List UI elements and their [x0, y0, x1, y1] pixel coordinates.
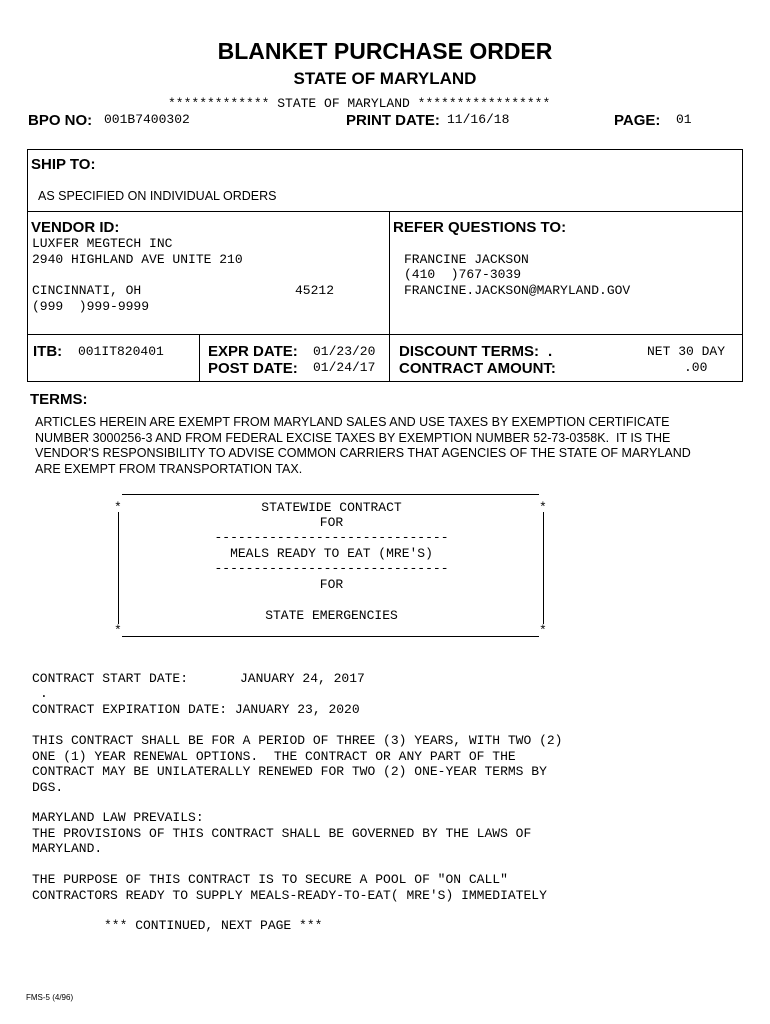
- vendor-city-state: CINCINNATI, OH: [32, 283, 142, 298]
- paragraph-line: CONTRACTORS READY TO SUPPLY MEALS-READY-TO-EAT( MRE'S) IMMEDIATELY: [32, 887, 547, 903]
- vendor-id-label: VENDOR ID:: [31, 219, 120, 236]
- notice-box-star: *: [114, 623, 122, 638]
- form-id: FMS-5 (4/96): [26, 993, 74, 1002]
- vendor-refer-divider: [389, 211, 390, 382]
- contact-email: FRANCINE.JACKSON@MARYLAND.GOV: [404, 283, 631, 298]
- purpose-paragraph: [32, 872, 547, 903]
- ship-to-label: SHIP TO:: [31, 156, 96, 173]
- document-title: BLANKET PURCHASE ORDER: [217, 38, 553, 64]
- notice-box-star: *: [114, 500, 122, 515]
- page-number: 01: [676, 112, 692, 127]
- page-label: PAGE:: [614, 112, 661, 129]
- notice-line-emergencies: STATE EMERGENCIES: [265, 608, 398, 623]
- law-paragraph: [32, 810, 531, 857]
- stray-dot: .: [40, 686, 48, 701]
- discount-terms-dot: .: [548, 343, 553, 360]
- notice-box-left: [118, 512, 119, 624]
- ship-to-divider: [27, 211, 743, 212]
- paragraph-line: THE PURPOSE OF THIS CONTRACT IS TO SECURE A POOL OF "ON CALL": [32, 872, 508, 887]
- notice-dashes: ------------------------------: [214, 561, 449, 576]
- itb-number: 001IT820401: [78, 344, 164, 359]
- terms-line: ARTICLES HEREIN ARE EXEMPT FROM MARYLAND SALES AND USE TAXES BY EXEMPTION CERTIFICATE: [35, 415, 670, 429]
- expr-date-label: EXPR DATE:: [208, 343, 298, 360]
- terms-text: [35, 415, 691, 477]
- paragraph-line: MARYLAND LAW PREVAILS:: [32, 810, 204, 825]
- contact-name: FRANCINE JACKSON: [404, 252, 529, 267]
- notice-box-bottom: [122, 636, 539, 637]
- post-date-value: 01/24/17: [313, 360, 376, 375]
- terms-line: NUMBER 3000256-3 AND FROM FEDERAL EXCISE TAXES BY EXEMPTION NUMBER 52-73-0358K. IT IS THE: [35, 430, 671, 445]
- paragraph-line: MARYLAND.: [32, 841, 103, 856]
- itb-divider: [199, 334, 200, 382]
- itb-label: ITB:: [33, 343, 63, 360]
- terms-line: ARE EXEMPT FROM TRANSPORTATION TAX.: [35, 461, 303, 476]
- paragraph-line: ONE (1) YEAR RENEWAL OPTIONS. THE CONTRACT OR ANY PART OF THE: [32, 748, 516, 764]
- renewal-paragraph: [32, 733, 563, 795]
- notice-box-top: [122, 494, 539, 495]
- discount-terms-label: DISCOUNT TERMS:: [399, 343, 539, 360]
- vendor-name: LUXFER MEGTECH INC: [32, 236, 173, 251]
- bpo-number: 001B7400302: [104, 112, 190, 127]
- state-banner: ************* STATE OF MARYLAND *****************: [168, 96, 551, 111]
- vendor-address: 2940 HIGHLAND AVE UNITE 210: [32, 252, 243, 267]
- notice-box-right: [543, 512, 544, 624]
- contract-expiration: CONTRACT EXPIRATION DATE: JANUARY 23, 2020: [32, 702, 360, 717]
- paragraph-line: THE PROVISIONS OF THIS CONTRACT SHALL BE GOVERNED BY THE LAWS OF: [32, 825, 532, 841]
- document-subtitle: STATE OF MARYLAND: [293, 69, 477, 88]
- paragraph-line: CONTRACT MAY BE UNILATERALLY RENEWED FOR TWO (2) ONE-YEAR TERMS BY: [32, 764, 547, 779]
- vendor-divider: [27, 334, 743, 335]
- refer-questions-label: REFER QUESTIONS TO:: [393, 219, 567, 236]
- contract-amount-label: CONTRACT AMOUNT:: [399, 360, 556, 377]
- paragraph-line: DGS.: [32, 779, 64, 795]
- bpo-label: BPO NO:: [28, 112, 93, 129]
- contact-phone: (410 )767-3039: [404, 267, 522, 282]
- contract-start-label: CONTRACT START DATE:: [32, 671, 189, 686]
- notice-box-star: *: [539, 623, 547, 638]
- notice-line-for: FOR: [319, 515, 344, 530]
- notice-box-star: *: [539, 500, 547, 515]
- terms-line: VENDOR'S RESPONSIBILITY TO ADVISE COMMON CARRIERS THAT AGENCIES OF THE STATE OF MARYLAND: [35, 446, 691, 461]
- notice-line-mre: MEALS READY TO EAT (MRE'S): [230, 546, 433, 561]
- notice-line-for: FOR: [319, 577, 344, 592]
- discount-terms-value: NET 30 DAY: [647, 344, 726, 359]
- terms-label: TERMS:: [30, 391, 88, 408]
- notice-line-statewide: STATEWIDE CONTRACT: [261, 500, 402, 515]
- vendor-phone: (999 )999-9999: [32, 299, 150, 314]
- paragraph-line: THIS CONTRACT SHALL BE FOR A PERIOD OF THREE (3) YEARS, WITH TWO (2): [32, 733, 563, 748]
- expr-date-value: 01/23/20: [313, 344, 376, 359]
- print-date-label: PRINT DATE:: [346, 112, 440, 129]
- contract-amount-value: .00: [684, 360, 708, 375]
- continued-notice: *** CONTINUED, NEXT PAGE ***: [104, 918, 323, 933]
- contract-start-value: JANUARY 24, 2017: [240, 671, 365, 686]
- vendor-zip: 45212: [295, 283, 335, 298]
- notice-dashes: ------------------------------: [214, 530, 449, 545]
- ship-to-value: AS SPECIFIED ON INDIVIDUAL ORDERS: [38, 189, 277, 203]
- print-date-value: 11/16/18: [447, 112, 510, 127]
- post-date-label: POST DATE:: [208, 360, 298, 377]
